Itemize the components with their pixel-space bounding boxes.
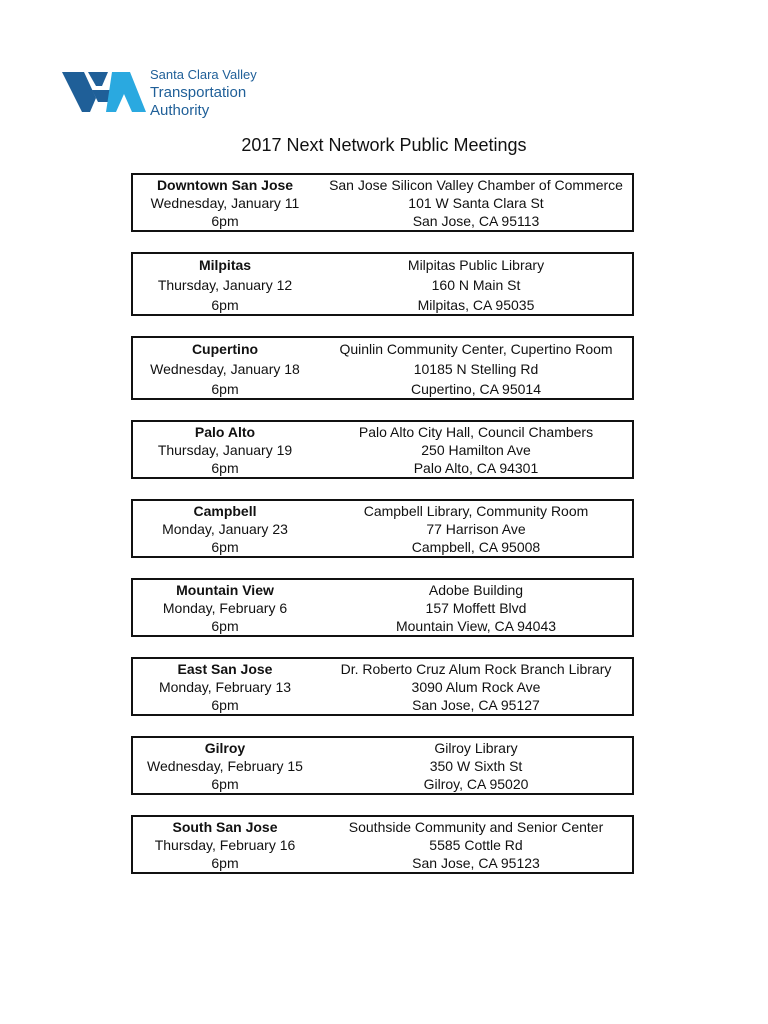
meeting-box [131,420,634,479]
meeting-citystate: San Jose, CA 95113 [412,213,540,229]
vta-logo [62,66,282,118]
meeting-time: 6pm [211,776,239,792]
meeting-citystate: Gilroy, CA 95020 [423,776,529,792]
meeting-city: Mountain View [176,582,274,598]
meeting-street: 160 N Main St [431,277,521,293]
logo-text-line3: Authority [150,102,210,119]
meeting-time: 6pm [211,697,239,713]
meeting-box [131,173,634,232]
meeting-time: 6pm [211,213,239,229]
meeting-citystate: Mountain View, CA 94043 [395,618,557,634]
meeting-box [131,578,634,637]
meeting-time: 6pm [211,381,239,397]
meeting-box [131,736,634,795]
meeting-citystate: San Jose, CA 95123 [412,855,540,871]
meeting-venue: Adobe Building [428,582,524,598]
meeting-venue: Campbell Library, Community Room [363,503,589,519]
meeting-street: 5585 Cottle Rd [429,837,523,853]
meeting-date: Monday, January 23 [162,521,288,537]
meeting-date: Thursday, February 16 [154,837,296,853]
logo-text-line1: Santa Clara Valley [150,67,257,82]
meeting-time: 6pm [211,618,239,634]
meeting-time: 6pm [211,539,239,555]
meeting-venue: Palo Alto City Hall, Council Chambers [358,424,594,440]
meeting-street: 350 W Sixth St [429,758,523,774]
meeting-street: 3090 Alum Rock Ave [411,679,541,695]
meeting-city: East San Jose [177,661,273,677]
meeting-date: Monday, February 6 [162,600,288,616]
meeting-street: 101 W Santa Clara St [408,195,544,211]
meeting-time: 6pm [211,855,239,871]
meeting-city: South San Jose [172,819,278,835]
meeting-city: Cupertino [191,341,259,357]
meeting-city: Gilroy [204,740,246,756]
meeting-venue: Quinlin Community Center, Cupertino Room [339,341,613,357]
meeting-venue: San Jose Silicon Valley Chamber of Commerce [329,177,623,193]
meeting-city: Milpitas [198,257,252,273]
meeting-city: Campbell [193,503,257,519]
meeting-box [131,657,634,716]
meeting-venue: Milpitas Public Library [407,257,545,273]
meeting-city: Downtown San Jose [156,177,294,193]
meeting-street: 10185 N Stelling Rd [413,361,539,377]
meeting-time: 6pm [211,297,239,313]
meeting-box [131,499,634,558]
meeting-date: Thursday, January 19 [157,442,293,458]
meeting-venue: Dr. Roberto Cruz Alum Rock Branch Library [340,661,612,677]
meeting-date: Wednesday, January 11 [150,195,300,211]
meeting-venue: Southside Community and Senior Center [348,819,604,835]
meeting-street: 157 Moffett Blvd [425,600,527,616]
meeting-street: 77 Harrison Ave [426,521,526,537]
meeting-venue: Gilroy Library [434,740,518,756]
meeting-box [131,252,634,316]
meeting-time: 6pm [211,460,239,476]
meeting-box [131,336,634,400]
logo-text-line2: Transportation [150,84,247,101]
page-title: 2017 Next Network Public Meetings [241,135,527,155]
meeting-date: Thursday, January 12 [157,277,293,293]
meeting-box [131,815,634,874]
meeting-date: Wednesday, February 15 [147,758,303,774]
meeting-date: Monday, February 13 [158,679,292,695]
meeting-citystate: Campbell, CA 95008 [411,539,541,555]
meeting-citystate: Milpitas, CA 95035 [417,297,535,313]
meeting-city: Palo Alto [194,424,256,440]
meeting-citystate: Cupertino, CA 95014 [411,381,541,397]
meeting-date: Wednesday, January 18 [150,361,300,377]
meeting-street: 250 Hamilton Ave [421,442,531,458]
meeting-citystate: San Jose, CA 95127 [412,697,540,713]
vta-logo-mark-icon [62,68,146,114]
meeting-citystate: Palo Alto, CA 94301 [413,460,539,476]
